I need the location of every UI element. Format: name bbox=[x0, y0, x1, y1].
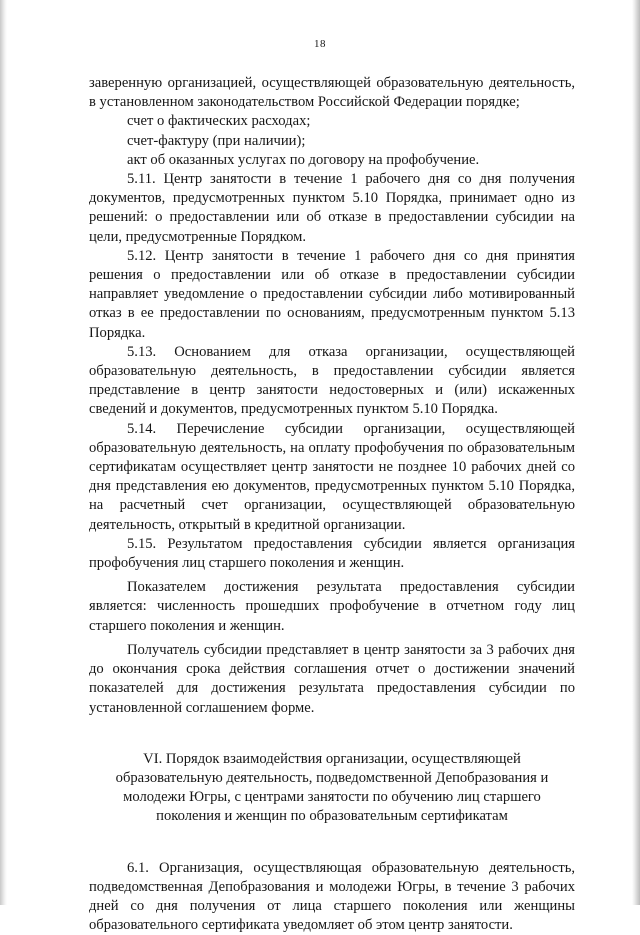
list-item-services-act: акт об оказанных услугах по договору на профобучение. bbox=[127, 151, 480, 168]
paragraph-indicator: Показателем достижения результата предоставления субсидии является: численность прошедших профобучение в отчетном году лиц старшего поколения и женщин. bbox=[89, 579, 575, 634]
paragraph-6-1: 6.1. Организация, осуществляющая образовательную деятельность, подведомственная Депобразования и молодежи Югры, в течение 3 рабочих дней со дня получения от лица старшего поколения или женщины образовательного сертификата уведомляет об этом центр занятости. bbox=[89, 859, 575, 934]
page-number: 18 bbox=[314, 38, 326, 50]
list-item-tax-invoice: счет-фактуру (при наличии); bbox=[127, 132, 306, 149]
paragraph-report: Получатель субсидии представляет в центр занятости за 3 рабочих дня до окончания срока действия соглашения отчет о достижении значений показателей для достижения результата предоставления субсидии по установленной соглашением форме. bbox=[89, 641, 575, 716]
section-heading: VI. Порядок взаимодействия организации, осуществляющей образовательную деятельность, подведомственной Депобразования и молодежи Югры, с центрами занятости по обучению лиц старшего поколения и женщин по образовательным сертификатам bbox=[115, 750, 549, 825]
paragraph-5-14: 5.14. Перечисление субсидии организации, осуществляющей образовательную деятельность, на оплату профобучения по образовательным сертификатам осуществляет центр занятости не позднее 10 рабочих дней со дня представления ею документов, предусмотренных пунктом 5.10 Порядка, на расчетный счет организации, осуществляющей образовательную деятельность, открытый в кредитной организации. bbox=[89, 420, 575, 533]
paragraph-5-15: 5.15. Результатом предоставления субсидии является организация профобучения лиц старшего поколения и женщин. bbox=[89, 535, 575, 572]
paragraph-5-11: 5.11. Центр занятости в течение 1 рабочего дня со дня получения документов, предусмотренных пунктом 5.10 Порядка, принимает одно из решений: о предоставлении или об отказе в предоставлении субсидии на цели, предусмотренные Порядком. bbox=[89, 171, 575, 245]
scan-edge-left bbox=[0, 0, 7, 905]
paragraph-5-12: 5.12. Центр занятости в течение 1 рабочего дня со дня принятия решения о предоставлении или об отказе в предоставлении субсидии направляет уведомление о предоставлении субсидии либо мотивированный отказ в ее предоставлении по основаниям, предусмотренным пунктом 5.13 Порядка. bbox=[89, 247, 575, 341]
paragraph-continuation: заверенную организацией, осуществляющей образовательную деятельность, в установленном законодательством Российской Федерации порядке; bbox=[89, 75, 575, 111]
list-item-expenses-invoice: счет о фактических расходах; bbox=[127, 113, 311, 130]
document-body bbox=[89, 74, 575, 935]
scan-edge-right bbox=[632, 0, 640, 905]
paragraph-5-13: 5.13. Основанием для отказа организации, осуществляющей образовательную деятельность, в предоставлении субсидии является представление в центр занятости недостоверных и (или) искаженных сведений и документов, предусмотренных пунктом 5.10 Порядка. bbox=[89, 343, 575, 418]
